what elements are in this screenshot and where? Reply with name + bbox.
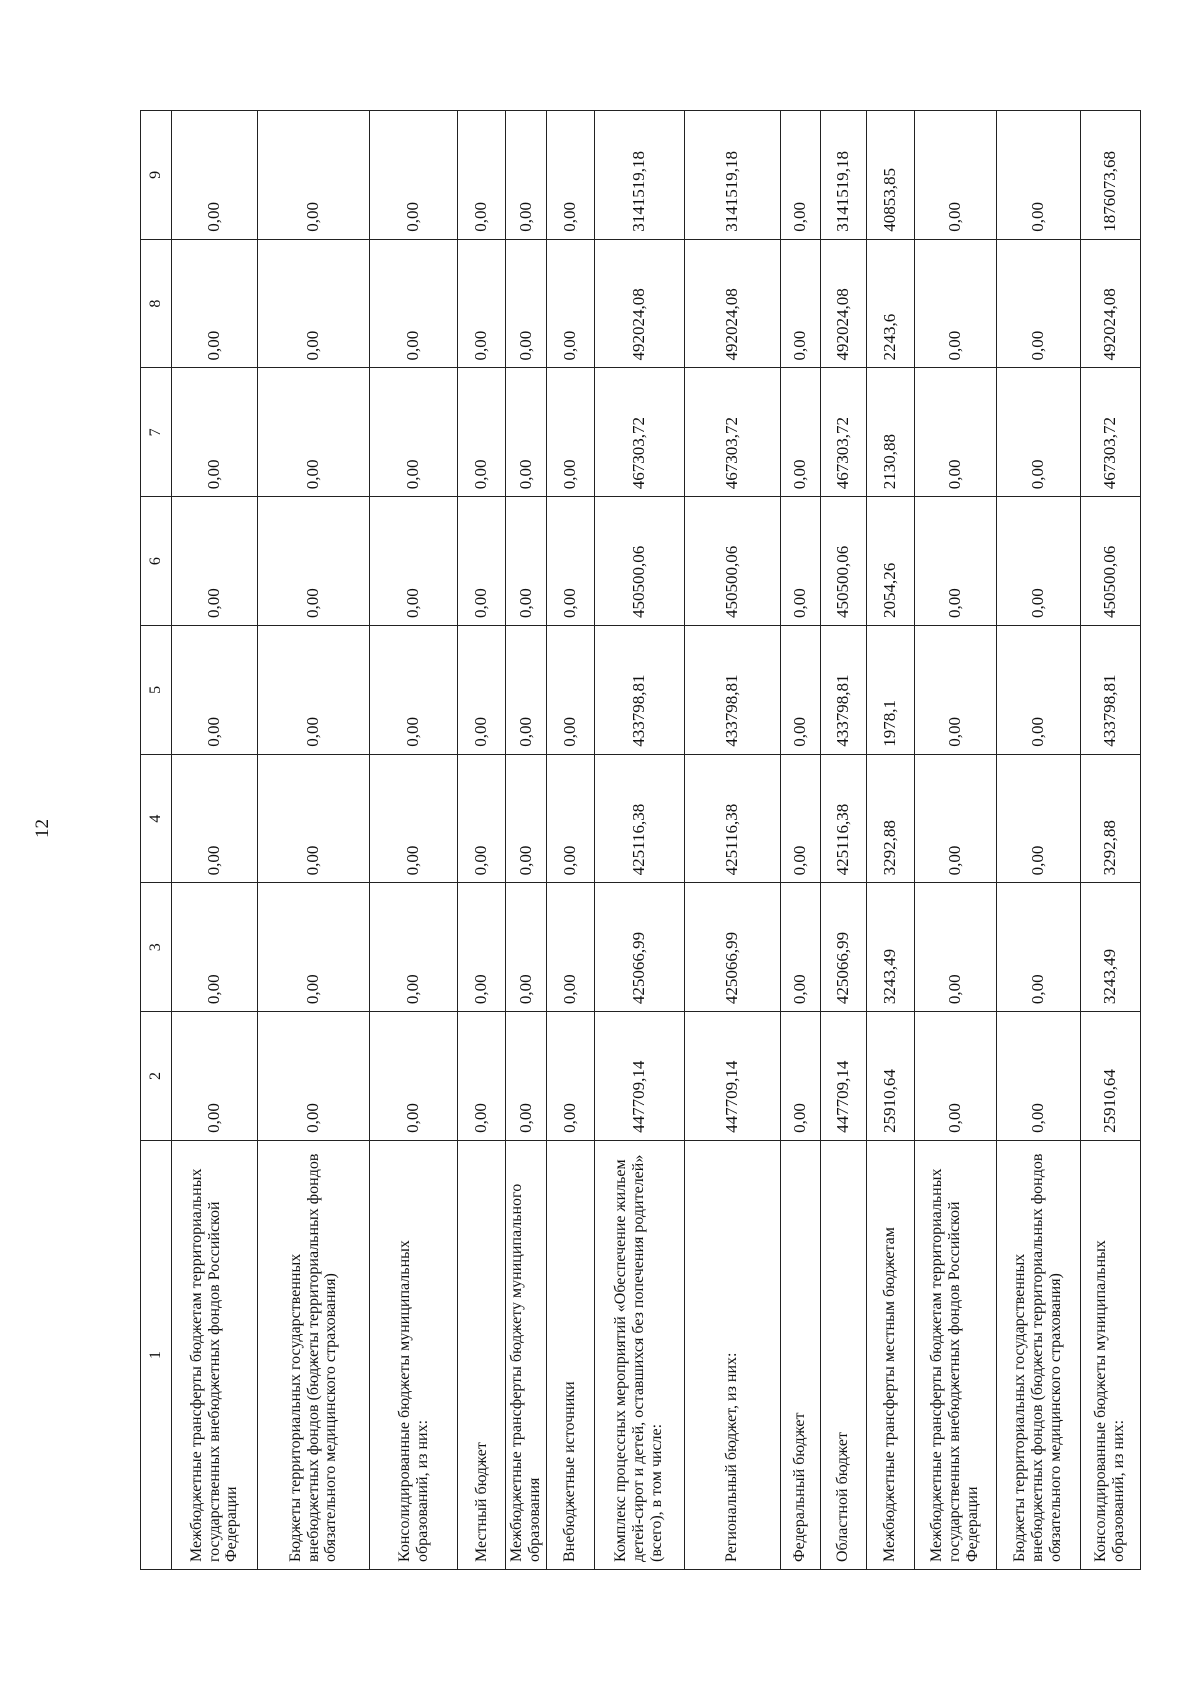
table-cell-value: 447709,14 [820,1012,866,1141]
table-cell-value: 0,00 [172,625,258,754]
table-cell-value: 467303,72 [820,368,866,497]
column-header: 3 [141,883,172,1012]
table-cell-value: 0,00 [780,883,820,1012]
row-label: Межбюджетные трансферты бюджетам территориальных государственных внебюджетных фондов Российской Федерации [914,1140,996,1569]
table-cell-value: 0,00 [506,368,547,497]
table-cell-value: 447709,14 [684,1012,780,1141]
table-row [866,111,914,1570]
column-header: 2 [141,1012,172,1141]
table-cell-value: 467303,72 [594,368,684,497]
table-cell-value: 0,00 [258,883,370,1012]
table-row [370,111,458,1570]
table-cell-value: 0,00 [914,883,996,1012]
table-row [258,111,370,1570]
rotated-page-content [140,110,1128,1570]
table-cell-value: 0,00 [546,754,594,883]
table-cell-value: 0,00 [458,625,506,754]
table-cell-value: 425066,99 [820,883,866,1012]
table-cell-value: 3141519,18 [684,111,780,240]
table-cell-value: 0,00 [914,239,996,368]
table-row [546,111,594,1570]
table-cell-value: 433798,81 [684,625,780,754]
table-cell-value: 0,00 [458,111,506,240]
table-cell-value: 0,00 [914,754,996,883]
row-label: Консолидированные бюджеты муниципальных образований, из них: [1080,1140,1140,1569]
column-header: 6 [141,497,172,626]
table-cell-value: 40853,85 [866,111,914,240]
table-cell-value: 2243,6 [866,239,914,368]
table-cell-value: 0,00 [172,368,258,497]
table-cell-value: 0,00 [546,883,594,1012]
table-cell-value: 447709,14 [594,1012,684,1141]
table-cell-value: 0,00 [370,111,458,240]
table-cell-value: 0,00 [172,883,258,1012]
table-cell-value: 0,00 [546,368,594,497]
table-cell-value: 425116,38 [594,754,684,883]
table-cell-value: 0,00 [914,368,996,497]
table-row [594,111,684,1570]
column-header: 4 [141,754,172,883]
table-cell-value: 0,00 [458,1012,506,1141]
table-cell-value: 0,00 [258,497,370,626]
table-cell-value: 0,00 [780,1012,820,1141]
table-cell-value: 2054,26 [866,497,914,626]
row-label: Бюджеты территориальных государственных внебюджетных фондов (бюджеты территориальных фондов обязательного медицинского страхования) [258,1140,370,1569]
table-cell-value: 3243,49 [866,883,914,1012]
table-cell-value: 450500,06 [684,497,780,626]
table-cell-value: 0,00 [370,1012,458,1141]
table-row [458,111,506,1570]
table-cell-value: 450500,06 [820,497,866,626]
row-label: Консолидированные бюджеты муниципальных образований, из них: [370,1140,458,1569]
table-cell-value: 0,00 [172,111,258,240]
table-cell-value: 1978,1 [866,625,914,754]
table-cell-value: 0,00 [258,754,370,883]
table-cell-value: 450500,06 [1080,497,1140,626]
table-cell-value: 0,00 [780,625,820,754]
table-cell-value: 0,00 [996,239,1080,368]
table-cell-value: 0,00 [370,497,458,626]
row-label: Региональный бюджет, из них: [684,1140,780,1569]
page-number: 12 [32,819,53,838]
table-cell-value: 492024,08 [594,239,684,368]
table-cell-value: 425066,99 [684,883,780,1012]
table-row [506,111,547,1570]
table-cell-value: 0,00 [780,497,820,626]
table-cell-value: 3292,88 [866,754,914,883]
table-cell-value: 3141519,18 [594,111,684,240]
row-label: Комплекс процессных мероприятий «Обеспечение жильем детей-сирот и детей, оставшихся без попечения родителей» (всего), в том числе: [594,1140,684,1569]
table-cell-value: 0,00 [914,111,996,240]
table-cell-value: 0,00 [996,883,1080,1012]
table-cell-value: 0,00 [780,754,820,883]
table-cell-value: 492024,08 [684,239,780,368]
table-cell-value: 0,00 [258,239,370,368]
table-cell-value: 0,00 [506,111,547,240]
table-cell-value: 0,00 [546,111,594,240]
table-cell-value: 0,00 [458,754,506,883]
table-cell-value: 492024,08 [1080,239,1140,368]
table-cell-value: 3141519,18 [820,111,866,240]
table-cell-value: 0,00 [172,497,258,626]
table-cell-value: 0,00 [172,239,258,368]
table-row [996,111,1080,1570]
table-cell-value: 0,00 [780,368,820,497]
table-cell-value: 425116,38 [684,754,780,883]
table-body [172,111,1141,1570]
row-label: Внебюджетные источники [546,1140,594,1569]
row-label: Федеральный бюджет [780,1140,820,1569]
table-header-row [141,111,172,1570]
table-cell-value: 0,00 [370,754,458,883]
table-row [684,111,780,1570]
table-cell-value: 0,00 [996,111,1080,240]
table-cell-value: 25910,64 [1080,1012,1140,1141]
table-cell-value: 0,00 [546,625,594,754]
column-header: 8 [141,239,172,368]
table-cell-value: 3292,88 [1080,754,1140,883]
table-cell-value: 0,00 [780,111,820,240]
table-cell-value: 0,00 [914,625,996,754]
table-cell-value: 0,00 [506,754,547,883]
table-cell-value: 0,00 [258,1012,370,1141]
table-cell-value: 0,00 [506,625,547,754]
table-cell-value: 0,00 [506,1012,547,1141]
budget-table [140,110,1141,1570]
table-cell-value: 0,00 [172,1012,258,1141]
table-cell-value: 0,00 [370,883,458,1012]
table-cell-value: 0,00 [506,497,547,626]
table-row [914,111,996,1570]
row-label: Местный бюджет [458,1140,506,1569]
table-cell-value: 0,00 [506,239,547,368]
table-cell-value: 0,00 [370,239,458,368]
row-label: Межбюджетные трансферты бюджету муниципального образования [506,1140,547,1569]
table-cell-value: 0,00 [996,497,1080,626]
table-cell-value: 0,00 [370,368,458,497]
table-cell-value: 0,00 [780,239,820,368]
column-header: 7 [141,368,172,497]
table-cell-value: 0,00 [258,368,370,497]
table-cell-value: 0,00 [258,625,370,754]
table-cell-value: 1876073,68 [1080,111,1140,240]
table-row [820,111,866,1570]
row-label: Областной бюджет [820,1140,866,1569]
table-cell-value: 0,00 [458,368,506,497]
table-cell-value: 492024,08 [820,239,866,368]
table-cell-value: 450500,06 [594,497,684,626]
table-cell-value: 0,00 [506,883,547,1012]
table-cell-value: 0,00 [458,883,506,1012]
table-cell-value: 0,00 [996,368,1080,497]
table-cell-value: 425066,99 [594,883,684,1012]
table-cell-value: 0,00 [996,625,1080,754]
table-cell-value: 0,00 [914,1012,996,1141]
table-cell-value: 467303,72 [684,368,780,497]
table-cell-value: 3243,49 [1080,883,1140,1012]
table-cell-value: 433798,81 [820,625,866,754]
row-label: Межбюджетные трансферты местным бюджетам [866,1140,914,1569]
table-cell-value: 0,00 [458,239,506,368]
table-cell-value: 0,00 [258,111,370,240]
column-header: 9 [141,111,172,240]
row-label: Бюджеты территориальных государственных внебюджетных фондов (бюджеты территориальных фондов обязательного медицинского страхования) [996,1140,1080,1569]
table-cell-value: 0,00 [458,497,506,626]
table-cell-value: 0,00 [546,239,594,368]
table-cell-value: 0,00 [914,497,996,626]
table-cell-value: 433798,81 [594,625,684,754]
column-header: 5 [141,625,172,754]
table-cell-value: 425116,38 [820,754,866,883]
table-cell-value: 0,00 [370,625,458,754]
row-label: Межбюджетные трансферты бюджетам территориальных государственных внебюджетных фондов Российской Федерации [172,1140,258,1569]
table-row [780,111,820,1570]
table-cell-value: 25910,64 [866,1012,914,1141]
table-cell-value: 0,00 [996,1012,1080,1141]
table-cell-value: 467303,72 [1080,368,1140,497]
table-cell-value: 2130,88 [866,368,914,497]
table-row [172,111,258,1570]
table-cell-value: 0,00 [546,497,594,626]
table-cell-value: 0,00 [172,754,258,883]
column-header: 1 [141,1140,172,1569]
table-row [1080,111,1140,1570]
table-cell-value: 0,00 [996,754,1080,883]
table-cell-value: 433798,81 [1080,625,1140,754]
table-cell-value: 0,00 [546,1012,594,1141]
